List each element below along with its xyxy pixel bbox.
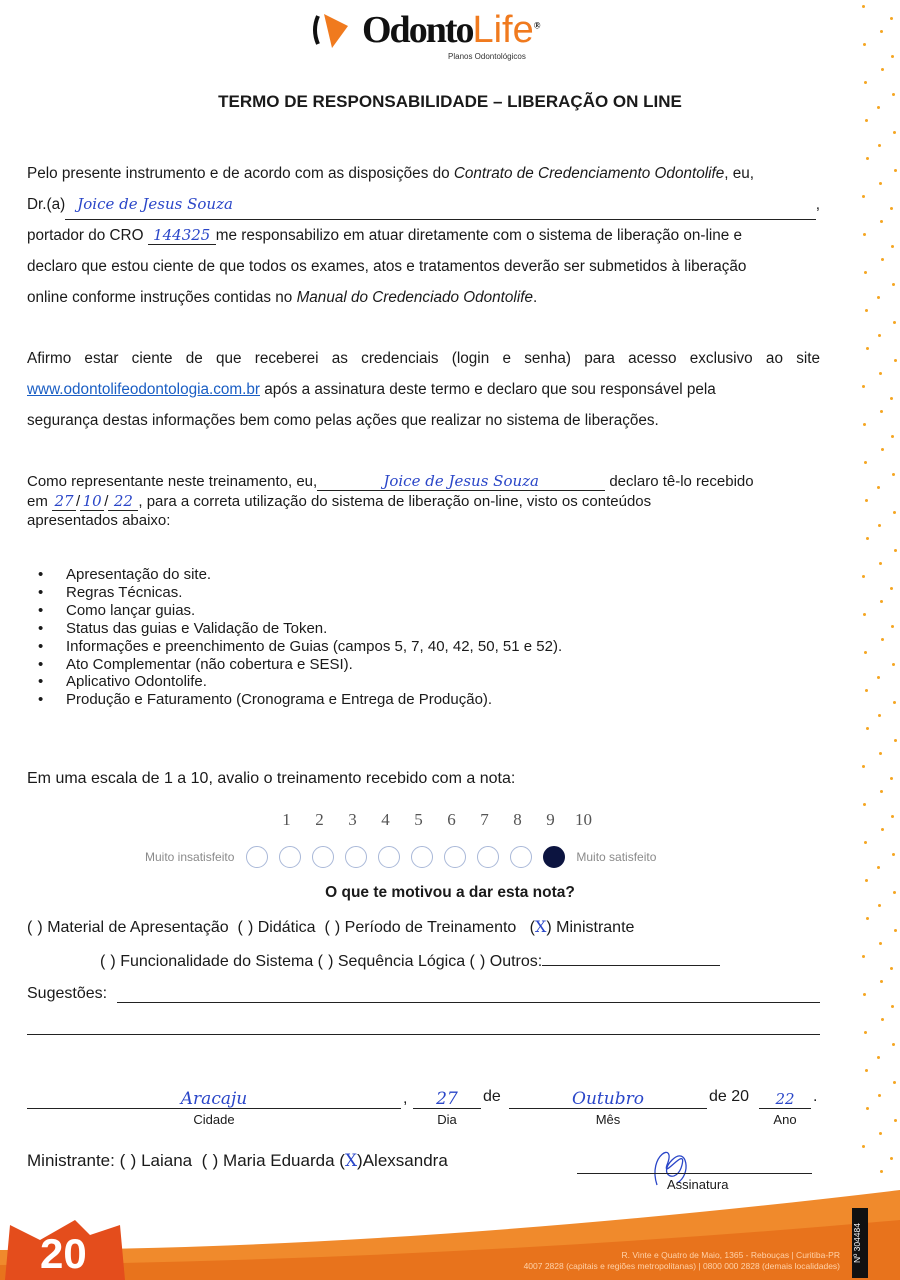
rating-radio[interactable]: [477, 846, 499, 868]
decorative-dot: [880, 600, 883, 603]
decorative-dot: [890, 967, 893, 970]
rating-radio[interactable]: [444, 846, 466, 868]
decorative-dot: [866, 347, 869, 350]
decorative-dot: [890, 207, 893, 210]
scale-number: 5: [414, 810, 423, 829]
anniversary-badge: 20: [40, 1230, 87, 1277]
decorative-dot: [893, 511, 896, 514]
decorative-dot: [893, 891, 896, 894]
option-label: Sequência Lógica: [337, 953, 466, 970]
motivation-question: O que te motivou a dar esta nota?: [325, 884, 575, 901]
scale-number: 6: [447, 810, 456, 829]
city-label: Cidade: [193, 1112, 235, 1127]
option-label: Funcionalidade do Sistema: [120, 953, 314, 970]
year-label: Ano: [773, 1112, 797, 1127]
paragraph-declaration: Pelo presente instrumento e de acordo com as disposições do Contrato de Credenciamento Odontolife, eu, Dr.(a) Joice de Jesus Souza , portador do CRO 144325 me responsabilizo em atuar diretamente com o sistema de liberação on-line e declaro que estou ciente de que todos os exames, atos e tratamentos deverão ser submetidos à liberação online conforme instruções contidas no Manual do Credenciado Odontolife.: [27, 165, 820, 306]
brand-accent: Life: [472, 9, 534, 51]
option-label: Maria Eduarda: [223, 1151, 335, 1170]
decorative-dot: [880, 220, 883, 223]
decorative-dot: [881, 828, 884, 831]
rating-radio-selected[interactable]: [543, 846, 565, 868]
decorative-dot: [866, 537, 869, 540]
decorative-dot: [892, 473, 895, 476]
decorative-dot: [890, 777, 893, 780]
text: de 20: [709, 1088, 750, 1105]
scale-number: 7: [480, 810, 489, 829]
rating-scale-numbers: [270, 810, 600, 830]
checkbox[interactable]: [243, 917, 248, 936]
decorative-dot: [863, 803, 866, 806]
list-item: • Apresentação do site.: [38, 566, 562, 584]
brand-main: Odonto: [362, 9, 473, 51]
rating-radio[interactable]: [246, 846, 268, 868]
rating-radio[interactable]: [345, 846, 367, 868]
motivation-row-1: ( ) Material de Apresentação ( ) Didática ( ) Período de Treinamento (X) Ministrante: [27, 917, 635, 936]
decorative-dot: [890, 397, 893, 400]
decorative-dot: [880, 410, 883, 413]
decorative-dot: [891, 245, 894, 248]
decorative-dot: [892, 1043, 895, 1046]
decorative-dot: [863, 993, 866, 996]
text: .: [532, 289, 538, 306]
decorative-dot: [866, 1107, 869, 1110]
training-day-field[interactable]: 27: [52, 492, 76, 511]
decorative-dot: [890, 1157, 893, 1160]
decorative-dot: [862, 195, 865, 198]
cro-field[interactable]: 144325: [148, 226, 216, 245]
site-link[interactable]: www.odontolifeodontologia.com.br: [27, 381, 260, 398]
text: em: [27, 492, 53, 510]
decorative-dot: [892, 93, 895, 96]
decorative-dot: [866, 727, 869, 730]
checkbox[interactable]: [32, 917, 37, 936]
decorative-dot: [862, 955, 865, 958]
decorative-dot: [893, 1081, 896, 1084]
text: , para a correta utilização do sistema de liberação on-line, visto os conteúdos: [138, 492, 652, 510]
decorative-dot: [862, 5, 865, 8]
decorative-dot: [891, 55, 894, 58]
decorative-dot: [891, 1005, 894, 1008]
footer-phones: 4007 2828 (capitais e regiões metropolitanas) | 0800 000 2828 (demais localidades): [523, 1261, 840, 1271]
year-field[interactable]: 22: [759, 1090, 811, 1109]
text: declaro tê-lo recebido: [605, 473, 754, 490]
page-title: TERMO DE RESPONSABILIDADE – LIBERAÇÃO ON LINE: [218, 92, 682, 111]
list-item: • Status das guias e Validação de Token.: [38, 620, 562, 638]
signature-line: [577, 1173, 812, 1174]
representative-name-field[interactable]: Joice de Jesus Souza: [317, 472, 605, 491]
dr-label: Dr.(a): [27, 196, 66, 213]
decorative-dot: [866, 157, 869, 160]
footer-banner: [0, 1180, 900, 1280]
decorative-dot: [878, 144, 881, 147]
decorative-dot: [865, 689, 868, 692]
manual-name: Manual do Credenciado Odontolife: [296, 289, 533, 306]
day-field[interactable]: 27: [413, 1090, 481, 1109]
date-place-row: Aracaju , 27 de Outubro de 20 22 . Cidade Dia Mês Ano: [27, 1082, 827, 1132]
list-item: • Informações e preenchimento de Guias (campos 5, 7, 40, 42, 50, 51 e 52).: [38, 638, 562, 656]
motivation-row-2: ( ) Funcionalidade do Sistema ( ) Sequência Lógica ( ) Outros:: [100, 951, 720, 971]
checkbox[interactable]: [125, 1151, 130, 1171]
suggestions-row: [27, 985, 820, 1003]
text: declaro que estou ciente de que todos os exames, atos e tratamentos deverão ser submetidos à liberação: [27, 258, 747, 275]
day-label: Dia: [437, 1112, 457, 1127]
decorative-dot: [892, 663, 895, 666]
decorative-dot: [877, 1056, 880, 1059]
list-item: • Aplicativo Odontolife.: [38, 673, 562, 691]
suggestions-field[interactable]: [117, 985, 820, 1003]
decorative-dot: [863, 423, 866, 426]
suggestions-field-line-2[interactable]: [27, 1034, 820, 1035]
text: de: [483, 1088, 501, 1105]
decorative-dot: [877, 296, 880, 299]
rating-prompt: Em uma escala de 1 a 10, avalio o treinamento recebido com a nota:: [27, 770, 516, 787]
decorative-dot: [879, 562, 882, 565]
option-label: Didática: [257, 919, 316, 936]
text: segurança destas informações bem como pelas ações que realizar no sistema de liberações.: [27, 412, 659, 429]
rating-radio[interactable]: [411, 846, 433, 868]
decorative-dot: [890, 587, 893, 590]
decorative-dot: [863, 43, 866, 46]
low-label: Muito insatisfeito: [145, 850, 235, 864]
serial-number: Nº 304484: [852, 1208, 868, 1278]
decorative-dot: [881, 1018, 884, 1021]
decorative-dot: [893, 131, 896, 134]
rating-radio[interactable]: [378, 846, 400, 868]
option-label: Laiana: [141, 1151, 193, 1170]
decorative-dot: [865, 879, 868, 882]
brand-tagline: Planos Odontológicos: [448, 52, 526, 61]
decorative-dot: [862, 385, 865, 388]
decorative-dot: [881, 638, 884, 641]
others-field[interactable]: [542, 965, 720, 966]
checkbox[interactable]: [105, 951, 110, 970]
decorative-dot: [865, 1069, 868, 1072]
footer-contact: [524, 1250, 840, 1272]
decorative-dot: [863, 233, 866, 236]
scale-number: 2: [315, 810, 324, 829]
option-label: Ministrante: [556, 919, 635, 936]
decorative-dot: [894, 359, 897, 362]
high-label: Muito satisfeito: [576, 850, 657, 864]
paragraph-credentials: [27, 343, 820, 436]
decorative-dot: [880, 790, 883, 793]
decorative-dot: [877, 106, 880, 109]
decorative-dot: [878, 1094, 881, 1097]
logo-mark-icon: [310, 10, 350, 50]
training-month-field[interactable]: 10: [80, 492, 104, 511]
month-field[interactable]: Outubro: [509, 1090, 707, 1109]
decorative-dot: [894, 929, 897, 932]
decorative-dot: [864, 651, 867, 654]
cro-label: portador do CRO: [27, 227, 148, 244]
checkbox[interactable]: [323, 951, 328, 970]
decorative-dot: [864, 271, 867, 274]
decorative-dot: [879, 182, 882, 185]
instructor-row: Ministrante: ( ) Laiana ( ) Maria Eduarda (X)Alexsandra: [27, 1151, 448, 1171]
footer-address: R. Vinte e Quatro de Maio, 1365 - Rebouças | Curitiba-PR: [621, 1250, 840, 1260]
decorative-dot: [891, 625, 894, 628]
checkbox[interactable]: [330, 917, 335, 936]
decorative-dot: [881, 258, 884, 261]
decorative-dot: [862, 575, 865, 578]
registered-mark: ®: [533, 20, 539, 31]
scale-number: 8: [513, 810, 522, 829]
decorative-dot: [878, 714, 881, 717]
decorative-dot: [864, 1031, 867, 1034]
decorative-dot: [893, 701, 896, 704]
option-label: Material de Apresentação: [47, 919, 229, 936]
list-item: • Como lançar guias.: [38, 602, 562, 620]
text: me responsabilizo em atuar diretamente com o sistema de liberação on-line e: [215, 227, 743, 244]
text: Afirmo estar ciente de que receberei as credenciais (login e senha) para acesso exclusivo ao site: [27, 350, 820, 367]
text: apresentados abaixo:: [27, 512, 171, 529]
text: após a assinatura deste termo e declaro que sou responsável pela: [260, 381, 716, 398]
instructor-label: Ministrante:: [27, 1151, 115, 1170]
rating-radio-group: [145, 846, 656, 868]
checkbox[interactable]: [475, 951, 480, 970]
decorative-dot: [891, 435, 894, 438]
scale-number: 10: [575, 810, 592, 829]
text: , eu,: [724, 165, 755, 182]
decorative-dot: [894, 1119, 897, 1122]
scale-number: 3: [348, 810, 357, 829]
text: online conforme instruções contidas no: [27, 289, 297, 306]
decorative-dot: [879, 1132, 882, 1135]
odontolife-logo: [310, 6, 560, 64]
decorative-dot: [880, 980, 883, 983]
contract-name: Contrato de Credenciamento Odontolife: [453, 165, 725, 182]
checkbox-checked[interactable]: X: [344, 1151, 358, 1171]
decorative-dot: [864, 81, 867, 84]
city-field[interactable]: Aracaju: [27, 1090, 401, 1109]
decorative-dot: [894, 739, 897, 742]
list-item: • Produção e Faturamento (Cronograma e Entrega de Produção).: [38, 691, 562, 709]
checkbox[interactable]: [207, 1151, 212, 1171]
scale-number: 1: [282, 810, 291, 829]
decorative-dot: [863, 613, 866, 616]
month-label: Mês: [595, 1112, 621, 1127]
scale-number: 9: [546, 810, 555, 829]
decorative-dot: [878, 904, 881, 907]
decorative-dot: [862, 765, 865, 768]
text: Pelo presente instrumento e de acordo com as disposições do: [27, 165, 454, 182]
decorative-dot: [866, 917, 869, 920]
option-label: Período de Treinamento: [344, 919, 517, 936]
decorative-dot: [864, 841, 867, 844]
decorative-dot: [880, 30, 883, 33]
topics-list: [38, 566, 562, 709]
decorative-dot: [880, 1170, 883, 1173]
decorative-dot: [878, 334, 881, 337]
decorative-dot: [879, 372, 882, 375]
option-label: Alexsandra: [362, 1151, 448, 1170]
decorative-dot: [892, 283, 895, 286]
decorative-dot: [892, 853, 895, 856]
training-year-field[interactable]: 22: [108, 492, 138, 511]
decorative-dot: [865, 119, 868, 122]
decorative-dot: [881, 68, 884, 71]
decorative-dot: [877, 676, 880, 679]
list-item: • Regras Técnicas.: [38, 584, 562, 602]
option-label: Outros:: [489, 953, 543, 970]
decorative-dot: [894, 549, 897, 552]
decorative-dot: [877, 866, 880, 869]
brand-name: [362, 8, 539, 52]
list-item: • Ato Complementar (não cobertura e SESI).: [38, 656, 562, 674]
dentist-name-field[interactable]: Joice de Jesus Souza: [65, 195, 816, 220]
decorative-dot: [877, 486, 880, 489]
rating-radio[interactable]: [510, 846, 532, 868]
paragraph-training: Como representante neste treinamento, eu, Joice de Jesus Souza declaro tê-lo recebido em 27 / 10 / 22 , para a correta utilização do sistema de liberação on-line, visto os conteúdos apresentados abaixo:: [27, 472, 827, 531]
rating-radio[interactable]: [312, 846, 334, 868]
decorative-dot: [891, 815, 894, 818]
decorative-dot: [878, 524, 881, 527]
decorative-dot: [862, 1145, 865, 1148]
decorative-dot: [865, 309, 868, 312]
decorative-dot: [865, 499, 868, 502]
scale-number: 4: [381, 810, 390, 829]
decorative-dot: [890, 17, 893, 20]
decorative-dot: [879, 752, 882, 755]
decorative-dot: [879, 942, 882, 945]
decorative-dot: [894, 169, 897, 172]
suggestions-label: Sugestões:: [27, 985, 108, 1002]
checkbox-checked[interactable]: X: [535, 917, 547, 936]
decorative-dot: [864, 461, 867, 464]
decorative-dot: [893, 321, 896, 324]
text: Como representante neste treinamento, eu,: [27, 473, 318, 490]
decorative-dot: [881, 448, 884, 451]
rating-radio[interactable]: [279, 846, 301, 868]
signature-label: Assinatura: [667, 1177, 729, 1192]
